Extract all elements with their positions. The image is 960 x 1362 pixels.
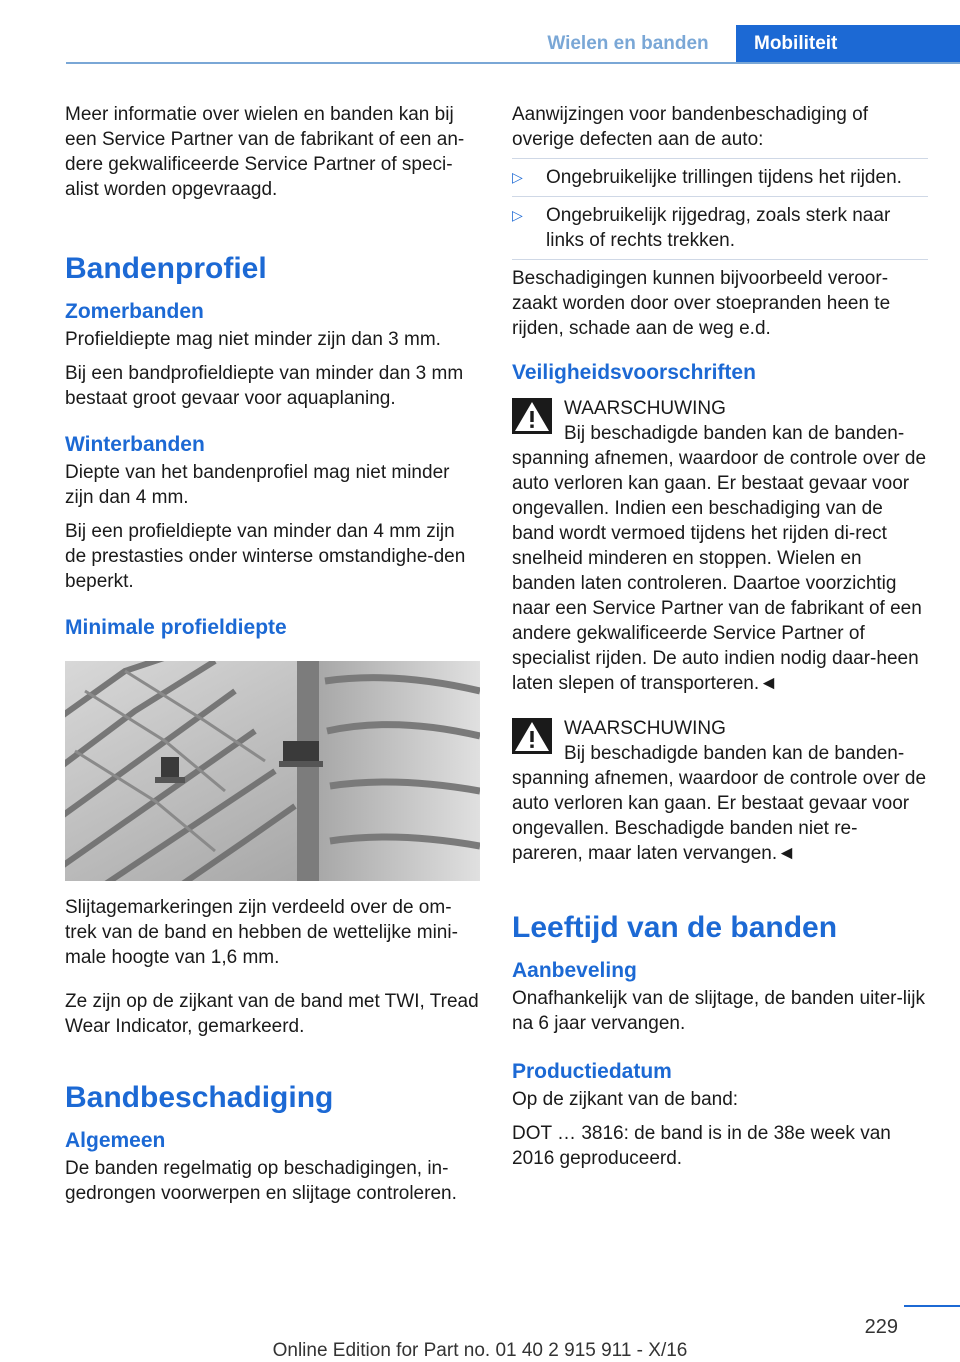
tire-tread-image bbox=[65, 661, 480, 881]
warning-title-2: WAARSCHUWING bbox=[564, 718, 726, 739]
list-item-text: Ongebruikelijk rijgedrag, zoals sterk naar links of rechts trekken. bbox=[546, 205, 891, 251]
warning-triangle-icon bbox=[512, 398, 552, 434]
heading-veiligheidsvoorschriften: Veiligheidsvoorschriften bbox=[512, 361, 756, 384]
heading-leeftijd: Leeftijd van de banden bbox=[512, 911, 838, 944]
heading-algemeen: Algemeen bbox=[65, 1129, 166, 1152]
zomer-paragraph-1: Profieldiepte mag niet minder zijn dan 3 mm. bbox=[65, 329, 441, 350]
intro-paragraph: Meer informatie over wielen en banden kan bij een Service Partner van de fabrikant of een an-dere gekwalificeerde Service Partner of speci-alist worden opgevraagd. bbox=[65, 104, 465, 200]
triangle-bullet-icon: ▷ bbox=[512, 207, 523, 223]
winter-paragraph-1: Diepte van het bandenprofiel mag niet minder zijn dan 4 mm. bbox=[65, 462, 450, 508]
footer-edition-note: Online Edition for Part no. 01 40 2 915 911 - X/16 bbox=[272, 1340, 688, 1361]
defect-list bbox=[512, 158, 928, 260]
algemeen-paragraph: De banden regelmatig op beschadigingen, in-gedrongen voorwerpen en slijtage controleren. bbox=[65, 1158, 457, 1204]
right-column bbox=[512, 102, 928, 1180]
beschadigingen-paragraph: Beschadigingen kunnen bijvoorbeeld veroor-zaakt worden door over stoepranden heen te rijden, schade aan de weg e.d. bbox=[512, 268, 891, 339]
heading-productiedatum: Productiedatum bbox=[512, 1060, 672, 1083]
warning-text-1: Bij beschadigde banden kan de banden-spanning afnemen, waardoor de controle over de auto verloren kan gaan. Er bestaat gevaar voor ongevallen. Indien een beschadiging van de band wordt vermoed tijdens het rijden di-rect snelheid minderen en stoppen. Wielen en banden laten controleren. Daartoe voorzichtig naar een Service Partner van de fabrikant of een andere gekwalificeerde Service Partner of specialist rijden. De auto indien nodig daar-heen laten slepen of transporteren.◄ bbox=[512, 423, 927, 694]
heading-winterbanden: Winterbanden bbox=[65, 433, 205, 456]
heading-minimale-profieldiepte: Minimale profieldiepte bbox=[65, 616, 287, 639]
aanbeveling-paragraph: Onafhankelijk van de slijtage, de banden uiter-lijk na 6 jaar vervangen. bbox=[512, 988, 925, 1034]
heading-bandenprofiel: Bandenprofiel bbox=[65, 252, 267, 285]
list-item-text: Ongebruikelijke trillingen tijdens het rijden. bbox=[546, 167, 902, 188]
heading-aanbeveling: Aanbeveling bbox=[512, 959, 637, 982]
page-number: 229 bbox=[864, 1316, 898, 1338]
warning-title-1: WAARSCHUWING bbox=[564, 398, 726, 419]
productie-paragraph-2: DOT … 3816: de band is in de 38e week van 2016 geproduceerd. bbox=[512, 1123, 891, 1169]
warning-block-1 bbox=[512, 396, 928, 696]
productie-paragraph-1: Op de zijkant van de band: bbox=[512, 1089, 739, 1110]
warning-text-2: Bij beschadigde banden kan de banden-spanning afnemen, waardoor de controle over de auto verloren kan gaan. Er bestaat gevaar voor ongevallen. Beschadigde banden niet re-pareren, maar laten vervangen.◄ bbox=[512, 743, 927, 864]
list-item bbox=[512, 159, 928, 197]
warning-triangle-icon bbox=[512, 718, 552, 754]
footer-rule bbox=[904, 1305, 960, 1307]
list-item bbox=[512, 197, 928, 260]
triangle-bullet-icon: ▷ bbox=[512, 169, 523, 185]
header-rule bbox=[66, 62, 960, 64]
warning-block-2 bbox=[512, 716, 928, 866]
left-column bbox=[65, 102, 480, 1215]
winter-paragraph-2: Bij een profieldiepte van minder dan 4 mm zijn de prestasties onder winterse omstandighe-den beperkt. bbox=[65, 521, 466, 592]
header-chapter-tab[interactable]: Mobiliteit bbox=[736, 25, 960, 62]
header-section-tab[interactable]: Wielen en banden bbox=[547, 32, 709, 54]
heading-bandbeschadiging: Bandbeschadiging bbox=[65, 1081, 334, 1114]
aanwijzingen-paragraph: Aanwijzingen voor bandenbeschadiging of overige defecten aan de auto: bbox=[512, 104, 868, 150]
zomer-paragraph-2: Bij een bandprofieldiepte van minder dan 3 mm bestaat groot gevaar voor aquaplaning. bbox=[65, 363, 464, 409]
slijtage-paragraph-2: Ze zijn op de zijkant van de band met TWI, Tread Wear Indicator, gemarkeerd. bbox=[65, 991, 479, 1037]
heading-zomerbanden: Zomerbanden bbox=[65, 300, 204, 323]
slijtage-paragraph-1: Slijtagemarkeringen zijn verdeeld over de om-trek van de band en hebben de wettelijke mini-male hoogte van 1,6 mm. bbox=[65, 897, 458, 968]
